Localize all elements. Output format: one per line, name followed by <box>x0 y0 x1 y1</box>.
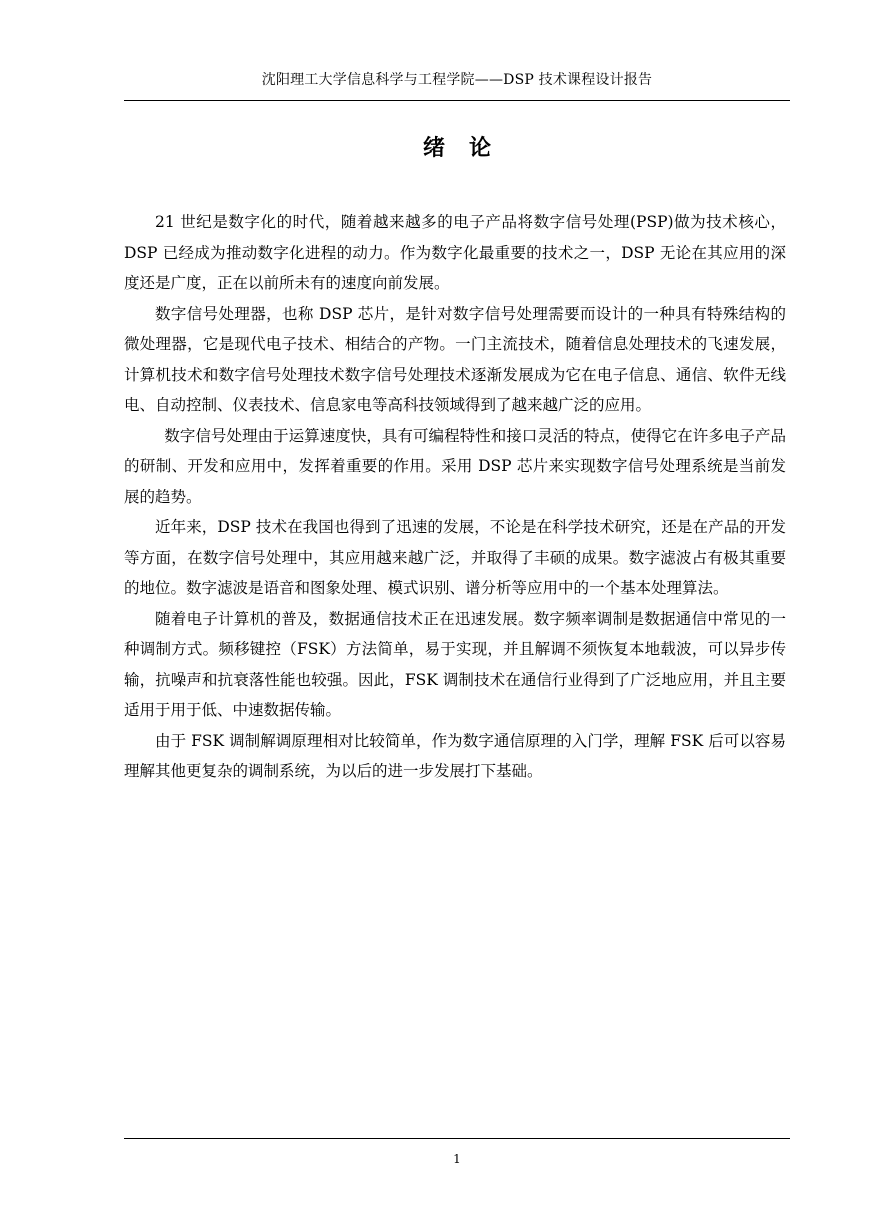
paragraph-4: 近年来，DSP 技术在我国也得到了迅速的发展，不论是在科学技术研究，还是在产品的开发等方面，在数字信号处理中，其应用越来越广泛，并取得了丰硕的成果。数字滤波占有极其重要的地位。数字滤波是语音和图象处理、模式识别、谱分析等应用中的一个基本处理算法。 <box>124 518 786 597</box>
paragraph-5: 随着电子计算机的普及，数据通信技术正在迅速发展。数字频率调制是数据通信中常见的一种调制方式。频移键控（FSK）方法简单，易于实现，并且解调不须恢复本地载波，可以异步传输，抗噪声和抗衰落性能也较强。因此，FSK 调制技术在通信行业得到了广泛地应用，并且主要适用于用于低、中速数据传输。 <box>124 609 786 719</box>
footer-divider <box>124 1138 790 1139</box>
page-number: 1 <box>453 1152 461 1166</box>
running-header: 沈阳理工大学信息科学与工程学院——DSP 技术课程设计报告 <box>261 72 653 88</box>
paragraph-3: 数字信号处理由于运算速度快，具有可编程特性和接口灵活的特点，使得它在许多电子产品的研制、开发和应用中，发挥着重要的作用。采用 DSP 芯片来实现数字信号处理系统是当前发展的趋势。 <box>124 426 786 506</box>
paragraph-2: 数字信号处理器，也称 DSP 芯片，是针对数字信号处理需要而设计的一种具有特殊结构的微处理器，它是现代电子技术、相结合的产物。一门主流技术，随着信息处理技术的飞速发展，计算机技术和数字信号处理技术数字信号处理技术逐渐发展成为它在电子信息、通信、软件无线电、自动控制、仪表技术、信息家电等高科技领域得到了越来越广泛的应用。 <box>124 304 786 414</box>
paragraph-6: 由于 FSK 调制解调原理相对比较简单，作为数字通信原理的入门学，理解 FSK 后可以容易理解其他更复杂的调制系统，为以后的进一步发展打下基础。 <box>124 731 786 780</box>
header-divider <box>124 100 790 101</box>
body-text <box>124 207 786 787</box>
section-heading: 绪论 <box>422 135 515 161</box>
paragraph-1: 21 世纪是数字化的时代，随着越来越多的电子产品将数字信号处理(PSP)做为技术核心，DSP 已经成为推动数字化进程的动力。作为数字化最重要的技术之一，DSP 无论在其应用的深度还是广度，正在以前所未有的速度向前发展。 <box>124 213 786 292</box>
